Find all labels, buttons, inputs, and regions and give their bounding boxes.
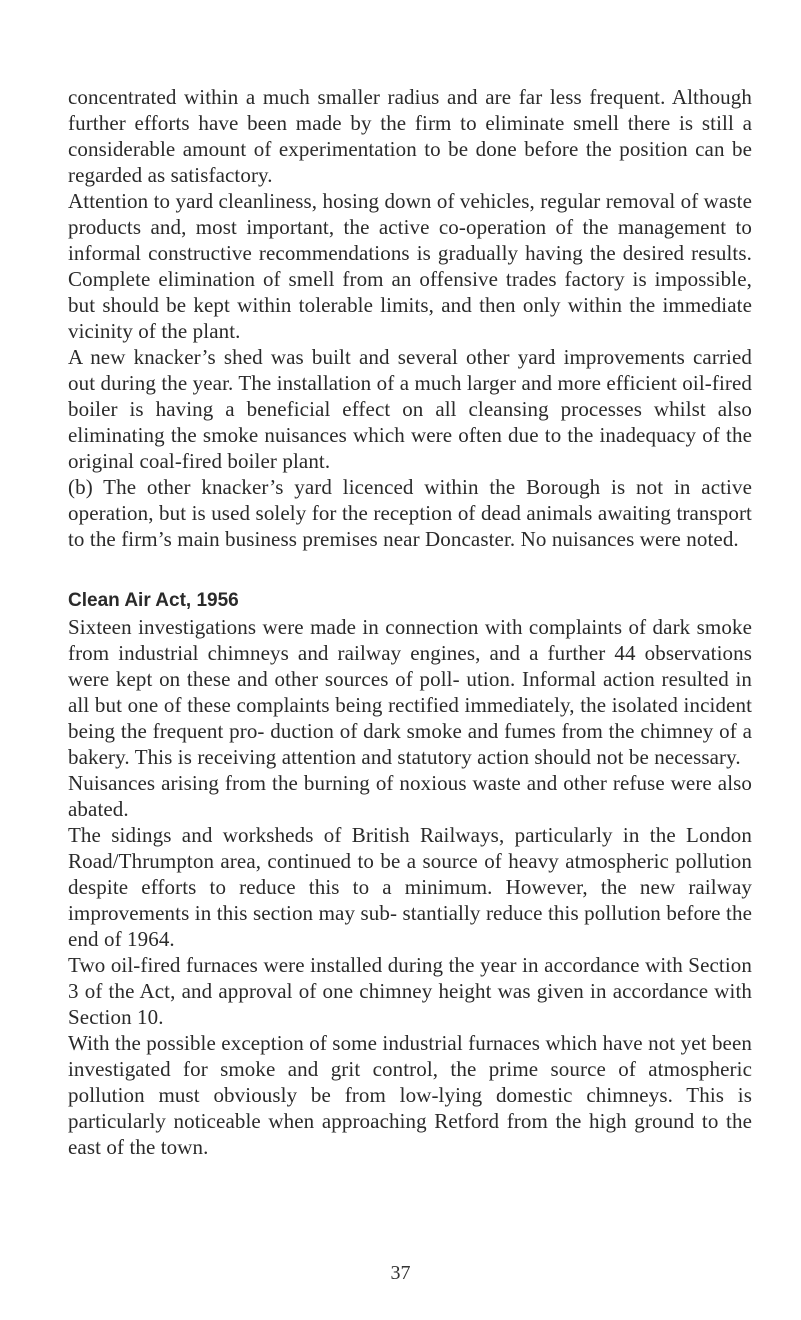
- paragraph-oil-fired-furnaces: Two oil-fired furnaces were installed during the year in accordance with Section 3 of the Act, and approval of one chimney height was given in accordance with Section 10.: [68, 953, 752, 1029]
- paragraph-sixteen-investigations: Sixteen investigations were made in connection with complaints of dark smoke from industrial chimneys and railway engines, and a further 44 observations were kept on these and other sources of poll- ution. Informal action resulted in all but one of these complaints being rectified immediately, the isolated incident being the frequent pro- duction of dark smoke and fumes from the chimney of a bakery. This is receiving attention and statutory action should not be necessary.: [68, 615, 752, 769]
- page-number: 37: [390, 1262, 411, 1284]
- section-heading-clean-air-act: Clean Air Act, 1956: [68, 590, 239, 611]
- paragraph-british-railways: The sidings and worksheds of British Railways, particularly in the London Road/Thrumpton area, continued to be a source of heavy atmospheric pollution despite efforts to reduce this to a minimum. However, the new railway improvements in this section may sub- stantially reduce this pollution before the end of 1964.: [68, 823, 752, 951]
- paragraph-smell-experimentation: concentrated within a much smaller radius and are far less frequent. Although further efforts have been made by the firm to eliminate smell there is still a considerable amount of experimentation to be done before the position can be regarded as satisfactory.: [68, 85, 752, 187]
- paragraph-domestic-chimneys: With the possible exception of some industrial furnaces which have not yet been investigated for smoke and grit control, the prime source of atmospheric pollution must obviously be from low-lying domestic chimneys. This is particularly noticeable when approaching Retford from the high ground to the east of the town.: [68, 1031, 752, 1159]
- paragraph-knackers-shed: A new knacker’s shed was built and several other yard improvements carried out during the year. The installation of a much larger and more efficient oil-fired boiler is having a beneficial effect on all cleansing processes whilst also eliminating the smoke nuisances which were often due to the inadequacy of the original coal-fired boiler plant.: [68, 345, 752, 473]
- paragraph-other-knackers-yard: (b) The other knacker’s yard licenced within the Borough is not in active operation, but is used solely for the reception of dead animals awaiting transport to the firm’s main business premises near Doncaster. No nuisances were noted.: [68, 475, 752, 551]
- paragraph-yard-cleanliness: Attention to yard cleanliness, hosing down of vehicles, regular removal of waste products and, most important, the active co-operation of the management to informal constructive recommendations is gradually having the desired results. Complete elimination of smell from an offensive trades factory is impossible, but should be kept within tolerable limits, and then only within the immediate vicinity of the plant.: [68, 189, 752, 343]
- paragraph-nuisances-abated: Nuisances arising from the burning of noxious waste and other refuse were also abated.: [68, 771, 752, 821]
- document-page: [68, 84, 752, 1160]
